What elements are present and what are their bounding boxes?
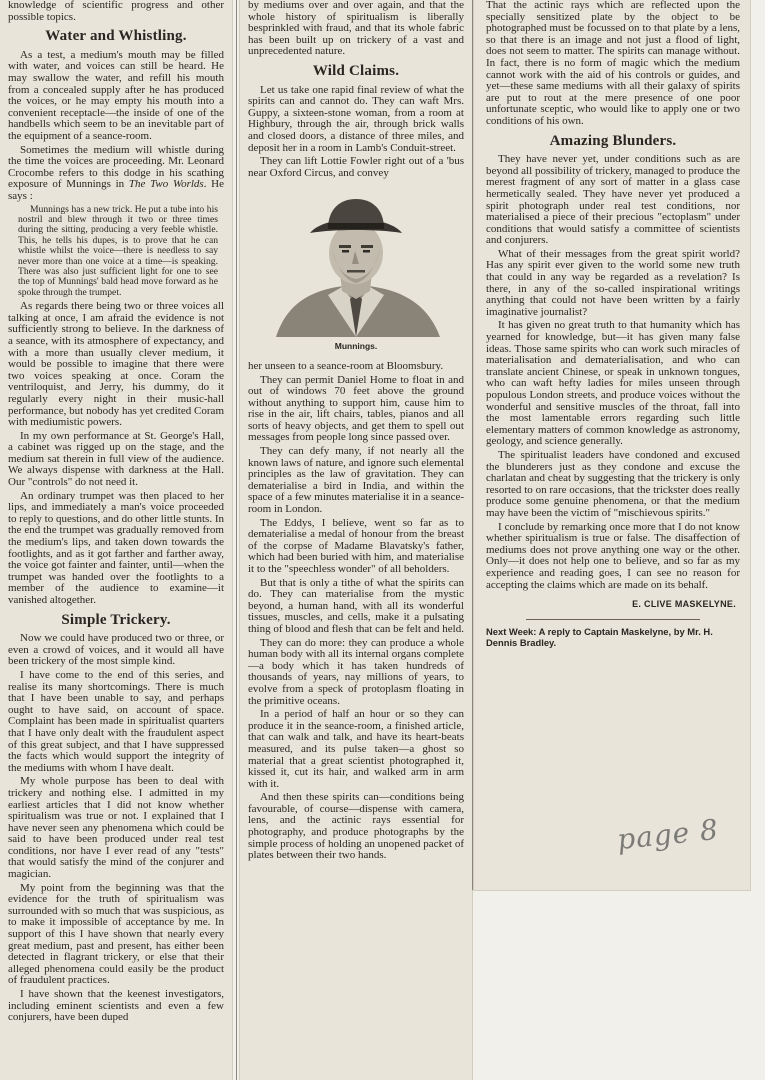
paragraph: As a test, a medium's mouth may be filled with water, and voices can still be heard. He may swallow the water, and refill his mouth from a concealed supply after he has produced the voices, or he may empty his mouth into a convenient receptacle—the inside of one of the handbells which seem to be an inevitable part of the equipment of a seance-room. [8,48,224,142]
paragraph: I conclude by remarking once more that I do not know whether spiritualism is true or false. The disaffection of mediums does not prove anything one way or the other. Only—it does not help one to believe, and so far as my experience and reading goes, I can see no reason for accepting the claims which are made on its behalf. [486,520,740,591]
handwritten-page-note: page 8 [615,812,721,857]
paragraph: Now we could have produced two or three, or even a crowd of voices, and it would all have been trickery of the most simple kind. [8,632,224,668]
photo-caption: Munnings. [334,341,378,352]
paragraph: Let us take one rapid final review of what the spirits can and cannot do. They can waft Mrs. Guppy, a sixteen-stone woman, from a room at Highbury, through the air, through brick walls and closed doors, a distance of three miles, and deposit her in a room in Lamb's Conduit-street. [248,83,464,154]
paragraph-text: Sometimes the medium will whistle during the time the voices are proceeding. Mr. Leonard Crocombe refers to this dodge in his scathing exposure of Munnings in [8,143,224,191]
next-week-note: Next Week: A reply to Captain Maskelyne, by Mr. H. Dennis Bradley. [486,625,713,648]
paragraph: I have shown that the keenest investigators, including eminent scientists and even a few conjurers, have been duped [8,988,224,1024]
paragraph: What of their messages from the great spirit world? Has any spirit ever given to the world some new truth that could in any way be regarded as a revelation? Is there, in any of the so-called inspirational writings anything that could not have been written by a fairly imaginative journalist? [486,247,740,318]
paragraph: I have come to the end of this series, and realise its many shortcomings. There is much that I have been unable to say, and perhaps ought to have said, on account of space. Complaint has been made in spiritualist quarters that I have only dealt with the fraudulent aspect of this great subject, and that I have suppressed the facts which would support the integrity of the mediums with whom I have dealt. [8,668,224,774]
paragraph: As regards there being two or three voices all talking at once, I am afraid the evidence is not sufficiently strong to believe. In the darkness of a seance, with its atmosphere of expectancy, and with a more than usually clever medium, it would be possible to imagine that there were two voices speaking at once. Coram the ventriloquist, and Jerry, his dummy, do it regularly every night in their music-hall performance, but nobody has yet credited Coram with mediumistic powers. [8,300,224,429]
heading-wild-claims: Wild Claims. [312,62,400,79]
paragraph: It has given no great truth to that humanity which has yearned for knowledge, but—it has given many false ideas. Those same spirits who can work such miracles of materialisation and dematerialisation, and who can translate ancient Chinese, or speak in unknown tongues, who can waft hefty ladies for miles unseen through populous London streets, and produce voices without the wonderful and sensitive muscles of the throat, fall into the most lamentable errors regarding such little elementary matters of common knowledge as astronomy, geology, and science generally. [486,319,740,448]
column-divider [236,0,237,1080]
article-column-3 [474,0,750,890]
paragraph: An ordinary trumpet was then placed to her lips, and immediately a man's voice proceeded to reply to questions, and do other little stunts. In the end the trumpet was gradually removed from the medium's lips, and taken down towards the footlights, and as it got farther and farther away, the voice got fainter and fainter, until—when the trumpet was handed over the footlights to a member of the audience to examine—it vanished altogether. [8,489,225,606]
column-1-continuation: knowledge of scientific progress and other possible topics. [8,0,224,23]
paragraph: They have never yet, under conditions such as are beyond all possibility of trickery, managed to produce the merest fragment of any sort of matter in a glass case hermetically sealed. They have never yet produced a spirit photograph under real test conditions, nor materialised a piece of their precious "ectoplasm" under conditions that would satisfy a committee of scientists and conjurers. [486,153,740,247]
paragraph: The Eddys, I believe, went so far as to dematerialise a medal of honour from the breast of the corpse of Madame Blavatsky's father, which had been buried with him, and materialise it to the "speechless wonder" of all beholders. [248,516,464,575]
article-column-2 [240,0,472,1080]
block-quote: Munnings has a new trick. He put a tube into his nostril and blew through it two or three times during the sitting, producing a very feeble whistle. This, he tells his dupes, is to prove that he can whistle whilst the voice—there is needless to say never more than one voice at a time—is speaking. There was also just sufficient light for one to see the top of Munnings' bald head move forward as he spoke through the trumpet. [18,203,218,298]
paragraph: My whole purpose has been to deal with trickery and nothing else. I admitted in my earliest articles that I did not know whether spiritualism was true or not. I explained that I have never seen any phenomena which could be said to have been produced under real test conditions, nor have I ever read of any "tests" that would satisfy the mind of the conjurer and magician. [8,775,224,881]
paragraph: But that is only a tithe of what the spirits can do. They can materialise from the mystic beyond, a human hand, with all its wonderful tissues, muscles, and cells, make it a pulsating thing of blood and flesh that can be felt and held. [248,576,464,635]
portrait-illustration [258,187,454,337]
paragraph: The spiritualist leaders have condoned and excused the blunderers just as they condone and excuse the charlatan and cheat by suggesting that the trickery is only resorted to on rare occasions, that the trickster does really produce some genuine phenomena, or that the medium may have been the victim of "mischievous spirits." [486,448,740,519]
paragraph: In a period of half an hour or so they can produce it in the seance-room, a finished article, that can walk and talk, and have its heart-beats measured, and its pulse taken—a ghost so material that a great scientist photographed it, kissed it, cut its hair, and walked arm in arm with it. [248,708,464,790]
paragraph-text: . He says : [8,178,225,202]
column-2-continuation: by mediums over and over again, and that the whole history of spiritualism is liberally besprinkled with fraud, and that its whole fabric has been built up on trickery of a vast and unprecedented nature. [248,0,464,58]
paragraph: They can defy many, if not nearly all the known laws of nature, and ignore such elemental principles as the law of gravitation. They can dematerialise a bird in India, and within the space of a few minutes materialise it in a seance-room in London. [248,445,464,516]
paragraph: And then these spirits can—conditions being favourable, of course—dispense with camera, lens, and the actinic rays essential for photography, and produce photographs by the simple process of holding an unopened packet of plates between their two hands. [248,791,464,862]
heading-water-and-whistling: Water and Whistling. [45,28,187,45]
divider [526,619,700,620]
paragraph: They can lift Lottie Fowler right out of a 'bus near Oxford Circus, and convey [248,155,464,179]
column-3-continuation: That the actinic rays which are reflected upon the specially sensitized plate by the object to be photographed must be focussed on to that plate by a lens, so that there is an image and not just a flood of light, does not seem to matter. The spirits can manage without. In fact, there is no form of magic which the medium cannot work with the aid of his controls or guides, and yet—these same mediums with all their galaxy of spirits are put to rout at the mere presence of one poor unfortunate sceptic, who would like to apply one or two conditions of his own. [486,0,740,127]
heading-simple-trickery: Simple Trickery. [61,611,171,628]
paragraph: They can do more: they can produce a whole human body with all its internal organs complete—a body which it has taken hundreds of thousands of years, nay millions of years, to evolve from a speck of protoplasm floating in the primitive oceans. [248,636,464,707]
article-column-1 [0,0,232,1080]
publication-title: The Two Worlds [128,178,204,191]
paragraph [8,145,224,203]
paragraph: her unseen to a seance-room at Bloomsbury. [248,359,444,372]
paragraph: They can permit Daniel Home to float in and out of windows 70 feet above the ground without anything to support him, cause him to rise in the air, lift chairs, tables, pianos and all sorts of heavy objects, and get them to spell out messages from people long since passed over. [248,373,464,444]
paragraph: My point from the beginning was that the evidence for the truth of spiritualism was surrounded with so much that was suspicious, as to make it impossible of acceptance by me. In support of this I have shown that nearly every great medium, past and present, has either been detected in flagrant trickery, or else that their alleged phenomena could easily be the product of fraudulent practices. [8,881,224,987]
column-divider [472,0,473,890]
author-signature: E. CLIVE MASKELYNE. [632,599,736,610]
paragraph: In my own performance at St. George's Hall, a cabinet was rigged up on the stage, and the medium sat therein in full view of the audience. We always dispense with darkness at the Hall. Our "controls" do not need it. [8,429,224,489]
portrait-photo [248,187,464,337]
heading-amazing-blunders: Amazing Blunders. [549,132,677,149]
